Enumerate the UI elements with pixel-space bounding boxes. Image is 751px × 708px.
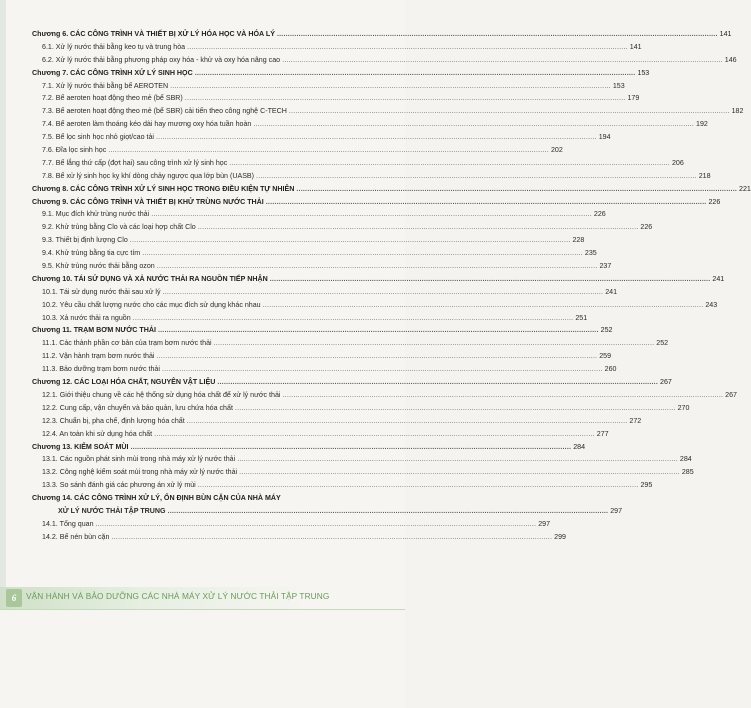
toc-entry-row: [32, 415, 642, 428]
toc-page-number: 153: [612, 81, 625, 90]
toc-entry-title: 12.2. Cung cấp, vận chuyển và bảo quản, lưu chứa hóa chất: [42, 403, 233, 412]
toc-entry-title: 11.3. Bảo dưỡng trạm bơm nước thải: [42, 365, 160, 374]
toc-entry-row: [32, 118, 708, 131]
toc-page-number: 295: [640, 481, 653, 490]
toc-entry-row: [32, 105, 744, 118]
toc-page-number: 251: [575, 313, 588, 322]
toc-leader-dots: [162, 363, 603, 376]
toc-leader-dots: [282, 54, 723, 67]
toc-entry-title: 13.3. So sánh đánh giá các phương án xử lý mùi: [42, 481, 196, 490]
toc-entry-row: [32, 80, 625, 93]
toc-leader-dots: [195, 67, 636, 80]
toc-page-number: 252: [600, 326, 613, 335]
toc-leader-dots: [187, 415, 628, 428]
toc-page-number: 202: [550, 146, 563, 155]
toc-entry-title: 9.1. Mục đích khử trùng nước thải: [42, 210, 150, 219]
toc-leader-dots: [142, 247, 583, 260]
toc-entry-row: [32, 299, 718, 312]
toc-entry-title: 9.4. Khử trùng bằng tia cực tím: [42, 249, 141, 258]
toc-entry-row: [32, 428, 609, 441]
toc-leader-dots: [235, 402, 676, 415]
toc-leader-dots: [157, 350, 598, 363]
toc-page-number: 243: [705, 300, 718, 309]
toc-entry-row: [32, 389, 738, 402]
toc-entry-row: [32, 41, 642, 54]
toc-entry-row: [32, 247, 597, 260]
toc-entry-title: 11.1. Các thành phần cơ bản của trạm bơm nước thải: [42, 339, 212, 348]
toc-entry-row: [32, 402, 690, 415]
toc-entry-title: 7.4. Bể aeroten làm thoáng kéo dài hay mương oxy hóa tuần hoàn: [42, 120, 252, 129]
toc-entry-title: 10.3. Xả nước thải ra nguồn: [42, 313, 131, 322]
toc-leader-dots: [263, 299, 704, 312]
toc-page-number: 194: [598, 133, 611, 142]
toc-page-number: 192: [696, 120, 708, 129]
toc-entry-title: 12.3. Chuẩn bị, pha chế, định lượng hóa chất: [42, 416, 185, 425]
toc-leader-dots: [256, 170, 697, 183]
toc-page-number: 153: [637, 68, 650, 77]
toc-leader-dots: [163, 286, 604, 299]
toc-page-number: 299: [554, 532, 566, 541]
toc-leader-dots: [130, 234, 571, 247]
toc-entry-row: [32, 221, 653, 234]
toc-entry-title: 6.2. Xử lý nước thải bằng phương pháp oxy hóa - khử và oxy hóa nâng cao: [42, 55, 281, 64]
toc-entry-row: [32, 144, 563, 157]
toc-page-number: 206: [671, 158, 684, 167]
toc-page-number: 226: [640, 223, 653, 232]
toc-page-number: 241: [712, 274, 725, 283]
toc-entry-row: [32, 350, 612, 363]
toc-entry-title: 10.2. Yêu cầu chất lượng nước cho các mục đích sử dụng khác nhau: [42, 300, 261, 309]
toc-entry-title: Chương 8. CÁC CÔNG TRÌNH XỬ LÝ SINH HỌC TRONG ĐIỀU KIỆN TỰ NHIÊN: [32, 184, 295, 193]
toc-page-number: 259: [599, 352, 612, 361]
toc-page-number: 226: [593, 210, 606, 219]
toc-entry-row: [32, 337, 669, 350]
toc-page-number: 277: [596, 429, 609, 438]
toc-chapter-row: [32, 441, 586, 454]
toc-entry-title: Chương 13. KIỂM SOÁT MÙI: [32, 442, 129, 451]
toc-leader-dots: [158, 324, 599, 337]
toc-page-number: 297: [538, 519, 551, 528]
toc-chapter-row: [32, 67, 650, 80]
table-of-contents: [32, 28, 751, 544]
toc-page-number: 241: [605, 287, 618, 296]
toc-entry-title: 13.1. Các nguồn phát sinh mùi trong nhà máy xử lý nước thải: [42, 455, 236, 464]
toc-leader-dots: [266, 196, 707, 209]
toc-entry-row: [32, 170, 711, 183]
footer-divider: [0, 609, 405, 610]
toc-leader-dots: [154, 428, 595, 441]
toc-page-number: 237: [599, 262, 612, 271]
toc-page-number: 141: [629, 42, 642, 51]
toc-leader-dots: [229, 157, 670, 170]
toc-leader-dots: [157, 260, 598, 273]
toc-leader-dots: [185, 92, 626, 105]
toc-leader-dots: [296, 183, 737, 196]
page-number: 6: [6, 589, 22, 607]
toc-entry-title: 7.2. Bể aeroten hoạt động theo mẻ (bể SBR): [42, 94, 183, 103]
toc-entry-title: 12.1. Giới thiệu chung về các hệ thống sử dụng hóa chất để xử lý nước thải: [42, 390, 281, 399]
toc-entry-row: [32, 260, 612, 273]
toc-entry-row: [32, 312, 588, 325]
toc-chapter-row: [32, 324, 613, 337]
toc-leader-dots: [198, 479, 639, 492]
toc-leader-dots: [168, 505, 609, 518]
toc-page-number: 270: [677, 403, 690, 412]
toc-chapter-row: [32, 273, 725, 286]
toc-page-number: 285: [681, 468, 694, 477]
toc-entry-row: [32, 466, 694, 479]
toc-entry-title: 9.5. Khử trùng nước thải bằng ozon: [42, 262, 155, 271]
toc-chapter-row: [32, 183, 751, 196]
toc-page-number: 272: [629, 416, 642, 425]
toc-entry-title: Chương 10. TÁI SỬ DỤNG VÀ XẢ NƯỚC THẢI RA NGUỒN TIẾP NHẬN: [32, 274, 268, 283]
toc-page-number: 252: [656, 339, 669, 348]
toc-entry-title: Chương 7. CÁC CÔNG TRÌNH XỬ LÝ SINH HỌC: [32, 68, 193, 77]
toc-page-number: 226: [708, 197, 721, 206]
toc-entry-title: Chương 14. CÁC CÔNG TRÌNH XỬ LÝ, ỔN ĐỊNH BÙN CẶN CỦA NHÀ MÁY: [32, 494, 281, 503]
toc-page-number: 141: [719, 30, 732, 38]
toc-leader-dots: [170, 80, 611, 93]
toc-entry-title: XỬ LÝ NƯỚC THẢI TẬP TRUNG: [58, 506, 166, 515]
page-footer: [0, 587, 405, 615]
page-edge-shade: [0, 0, 6, 600]
toc-entry-title: 7.1. Xử lý nước thải bằng bể AEROTEN: [42, 81, 169, 90]
toc-entry-row: [32, 531, 566, 544]
toc-entry-row: [32, 54, 737, 67]
toc-leader-dots: [282, 389, 723, 402]
toc-page-number: 228: [572, 236, 585, 245]
toc-entry-title: Chương 11. TRẠM BƠM NƯỚC THẢI: [32, 326, 156, 335]
toc-chapter-row: [32, 492, 378, 505]
toc-leader-dots: [156, 131, 597, 144]
toc-entry-title: 7.3. Bể aeroten hoạt động theo mẻ (bể SBR) cải tiến theo công nghệ C-TECH: [42, 107, 287, 116]
toc-page-number: 221: [739, 184, 751, 193]
toc-page-number: 284: [679, 455, 692, 464]
toc-leader-dots: [217, 376, 658, 389]
toc-leader-dots: [108, 144, 549, 157]
toc-page-number: 235: [584, 249, 597, 258]
toc-entry-title: 7.6. Đĩa lọc sinh học: [42, 146, 107, 155]
toc-page-number: 267: [660, 378, 672, 387]
toc-entry-row: [32, 157, 684, 170]
toc-entry-title: 7.8. Bể xử lý sinh học kỵ khí dòng chảy ngược qua lớp bùn (UASB): [42, 171, 255, 180]
toc-entry-title: 10.1. Tái sử dụng nước thải sau xử lý: [42, 287, 161, 296]
toc-page-number: 260: [604, 365, 617, 374]
toc-chapter-row: [32, 376, 672, 389]
toc-entry-row: [32, 208, 606, 221]
toc-leader-dots: [270, 273, 711, 286]
toc-leader-dots: [253, 118, 694, 131]
toc-entry-row: [32, 479, 653, 492]
toc-leader-dots: [96, 518, 537, 531]
toc-entry-title: 14.2. Bể nén bùn cặn: [42, 532, 110, 541]
toc-page-number: 146: [724, 55, 737, 64]
toc-page-number: 218: [698, 171, 711, 180]
toc-entry-row: [32, 518, 551, 531]
toc-leader-dots: [239, 466, 680, 479]
toc-leader-dots: [214, 337, 655, 350]
toc-entry-row: [32, 505, 623, 518]
toc-leader-dots: [151, 208, 592, 221]
toc-entry-title: 9.2. Khử trùng bằng Clo và các loại hợp chất Clo: [42, 223, 196, 232]
toc-entry-row: [32, 453, 692, 466]
toc-leader-dots: [277, 28, 718, 41]
toc-entry-title: 11.2. Vận hành trạm bơm nước thải: [42, 352, 155, 361]
toc-entry-row: [32, 92, 640, 105]
toc-page-number: 284: [573, 442, 586, 451]
toc-entry-row: [32, 286, 618, 299]
toc-entry-title: 7.5. Bể lọc sinh học nhỏ giọt/cao tải: [42, 133, 154, 142]
toc-entry-title: 6.1. Xử lý nước thải bằng keo tụ và trung hòa: [42, 42, 186, 51]
toc-entry-title: 12.4. An toàn khi sử dụng hóa chất: [42, 429, 153, 438]
toc-entry-title: Chương 9. CÁC CÔNG TRÌNH VÀ THIẾT BỊ KHỬ TRÙNG NƯỚC THẢI: [32, 197, 264, 206]
toc-leader-dots: [111, 531, 552, 544]
toc-chapter-row: [32, 196, 721, 209]
toc-page-number: 267: [725, 390, 738, 399]
toc-entry-title: 7.7. Bể lắng thứ cấp (đợt hai) sau công trình xử lý sinh học: [42, 158, 228, 167]
toc-page-number: 297: [610, 506, 623, 515]
toc-entry-title: 9.3. Thiết bị định lượng Clo: [42, 236, 128, 245]
toc-leader-dots: [187, 41, 628, 54]
toc-chapter-row: [32, 28, 732, 41]
toc-leader-dots: [198, 221, 639, 234]
toc-page-number: 179: [627, 94, 640, 103]
toc-entry-title: 14.1. Tổng quan: [42, 519, 94, 528]
toc-entry-title: Chương 6. CÁC CÔNG TRÌNH VÀ THIẾT BỊ XỬ LÝ HÓA HỌC VÀ HÓA LÝ: [32, 30, 275, 38]
toc-entry-row: [32, 363, 617, 376]
toc-entry-row: [32, 131, 611, 144]
toc-leader-dots: [289, 105, 730, 118]
toc-leader-dots: [133, 312, 574, 325]
toc-leader-dots: [237, 453, 678, 466]
running-title: VẬN HÀNH VÀ BẢO DƯỠNG CÁC NHÀ MÁY XỬ LÝ NƯỚC THẢI TẬP TRUNG: [26, 591, 330, 601]
toc-leader-dots: [131, 441, 572, 454]
toc-page-number: 182: [731, 107, 744, 116]
toc-entry-title: Chương 12. CÁC LOẠI HÓA CHẤT, NGUYÊN VẬT LIỆU: [32, 378, 216, 387]
toc-entry-title: 13.2. Công nghệ kiểm soát mùi trong nhà máy xử lý nước thải: [42, 468, 238, 477]
toc-entry-row: [32, 234, 585, 247]
